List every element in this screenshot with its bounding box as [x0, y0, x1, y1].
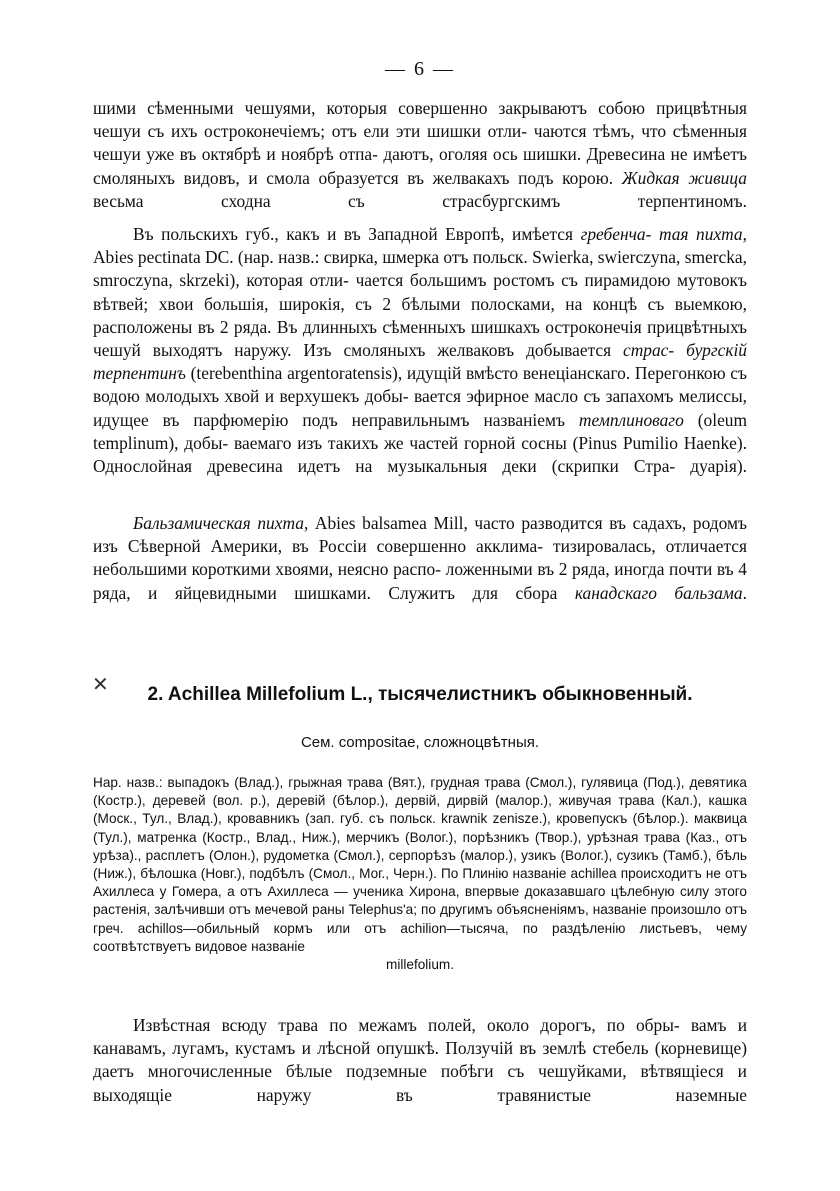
text-line: стебель (корневище) даетъ многочисленные бѣлые подземные побѣги съ: [93, 1038, 747, 1082]
text-line: , Abies pectinata DC. (нар. назв.: свирка, шмерка отъ: [93, 224, 747, 268]
text-line: весьма: [93, 190, 144, 211]
text-line: Служитъ для сбора: [388, 582, 575, 603]
text-line: 2 ряда. Въ длинныхъ сѣменныхъ шишкахъ остроконечія прицвѣтныхъ: [219, 316, 747, 337]
text-line: подъ неправильнымъ названіемъ: [302, 409, 579, 430]
text-line: широкія, съ 2 бѣлыми полосками, на концѣ съ выемкою, расположены въ: [93, 293, 747, 337]
italic-term: Бальзамическая пихта: [133, 513, 304, 533]
text-line: вается эфирное масло съ запахомъ мелиссы, идущее въ парфюмерію: [93, 386, 747, 430]
family-line: Сем. compositae, сложноцвѣтныя.: [300, 734, 540, 751]
text-line: чаются тѣмъ, что сѣменныя чешуи уже въ октябрѣ и ноябрѣ отпа-: [93, 121, 747, 165]
description-paragraph: [93, 1014, 747, 1107]
text-line: чешуйками, вѣтвящіеся и выходящіе наружу въ травянистые наземные: [93, 1061, 747, 1105]
text-line: (terebenthina argentoratensis), идущій вмѣсто: [185, 363, 519, 384]
italic-term: канадскаго бальзама: [574, 582, 743, 603]
abies-pectinata-paragraph: [93, 223, 747, 478]
italic-term: темплиноваго: [578, 409, 684, 430]
text-line: вамъ и канавамъ, лугамъ, кустамъ и лѣсной опушкѣ. Ползучій въ землѣ: [93, 1015, 747, 1059]
page-number: — 6 —: [385, 58, 455, 80]
text-line: шими сѣменными чешуями, которыя совершенно закрываютъ собою: [93, 98, 646, 118]
folk-names-text: Нар. назв.: выпадокъ (Влад.), грыжная трава (Вят.), грудная трава (Смол.), гулявица (Под.), девятика (Костр.), деревей (вол. р.), деревій (бѣлор.), дервій, дирвій (малор.), живучая трава (Кал.), кашка (Моск., Тул., Влад.), кровавникъ (зап. губ. съ польск. krawnik zenisze.), кровепускъ (бѣлор.). маквица (Тул.), матренка (Костр., Влад., Ниж.), мерчикъ (Волог.), порѣзникъ (Твор.), урѣзная трава (Каз., отъ урѣза)., расплетъ (Олон.), рудометка (Смол.), серпорѣзъ (малор.), узикъ (Волог.), сузикъ (Тамб.), бѣль (Ниж.), бѣлошка (Новг.), подбѣлъ (Смол., Мог., Черн.). По Плинію названіе achillea происходитъ не отъ Ахиллеса у Гомера, а отъ Ахиллеса — ученика Хирона, впервые доказавшаго цѣлебную силу этого растенія, залѣчивши отъ мечевой раны Telephus'a; по другимъ объясненіямъ, названіе произошло отъ греч. achillos—обильный кормъ или отъ achilion—тысяча, по раздѣленію листьевъ, чему соотвѣтствуетъ видовое названіе: [93, 775, 747, 954]
text-line: ложенными въ 2 ряда, иногда почти въ 4 ряда, и яйцевидными шишками.: [93, 559, 747, 603]
text-line: тизировалась, отличается небольшими короткими хвоями, неясно распо-: [93, 536, 747, 580]
text-line: чается большимъ ростомъ съ пирамидою мутовокъ вѣтвей; хвои большія,: [93, 270, 747, 314]
text-line: прицвѣтныя чешуи съ ихъ остроконечіемъ; отъ ели эти шишки отли-: [93, 98, 747, 142]
italic-term: страс-: [623, 340, 675, 361]
text-line: Однослойная древесина идетъ на музыкальныя деки (скрипки Стра-: [93, 456, 676, 477]
text-line: польск. Swierka, swierczyna, smercka, smroczyna, skrzeki), которая отли-: [93, 247, 747, 291]
margin-mark-icon: ✕: [92, 674, 109, 696]
intro-paragraph: [93, 97, 747, 213]
section-heading: 2. Achillea Millefolium L., тысячелистникъ обыкновенный.: [147, 684, 693, 705]
folk-names-paragraph: [93, 774, 747, 974]
abies-balsamea-paragraph: [93, 512, 747, 605]
italic-term: тая пихта: [658, 224, 743, 244]
text-line: садахъ, родомъ изъ Сѣверной Америки, въ Россіи совершенно акклима-: [93, 513, 747, 557]
italic-term: гребенча-: [580, 224, 652, 244]
text-line: дуарія).: [690, 456, 747, 477]
text-line: (oleum templinum), добы-: [93, 409, 748, 453]
text-line: смола образуется въ желвакахъ подъ корою.: [266, 167, 622, 188]
folk-names-last-line: millefolium.: [386, 957, 454, 973]
text-line: чешуй выходятъ наружу. Изъ смоляныхъ желваковъ добывается: [93, 340, 624, 361]
text-line: венеціанскаго. Перегонкою съ водою молодыхъ хвой и верхушекъ добы-: [93, 363, 747, 407]
text-line: Въ польскихъ губ., какъ и въ Западной Европѣ, имѣется: [133, 224, 581, 244]
italic-term: Жидкая живица: [621, 167, 747, 188]
text-line: .: [742, 582, 747, 603]
text-line: сходна съ страсбургскимъ терпентиномъ.: [221, 190, 747, 211]
text-line: Извѣстная всюду трава по межамъ полей, около дорогъ, по обры-: [133, 1015, 680, 1035]
text-line: , Abies balsamea Mill, часто разводится въ: [303, 513, 626, 533]
text-line: даютъ, оголяя ось шишки. Древесина не имѣетъ смоляныхъ видовъ, и: [93, 144, 747, 188]
text-line: ваемаго изъ такихъ же частей горной сосны (Pinus Pumilio Haenke).: [234, 432, 747, 453]
italic-term: бургскій терпентинъ: [93, 340, 747, 384]
